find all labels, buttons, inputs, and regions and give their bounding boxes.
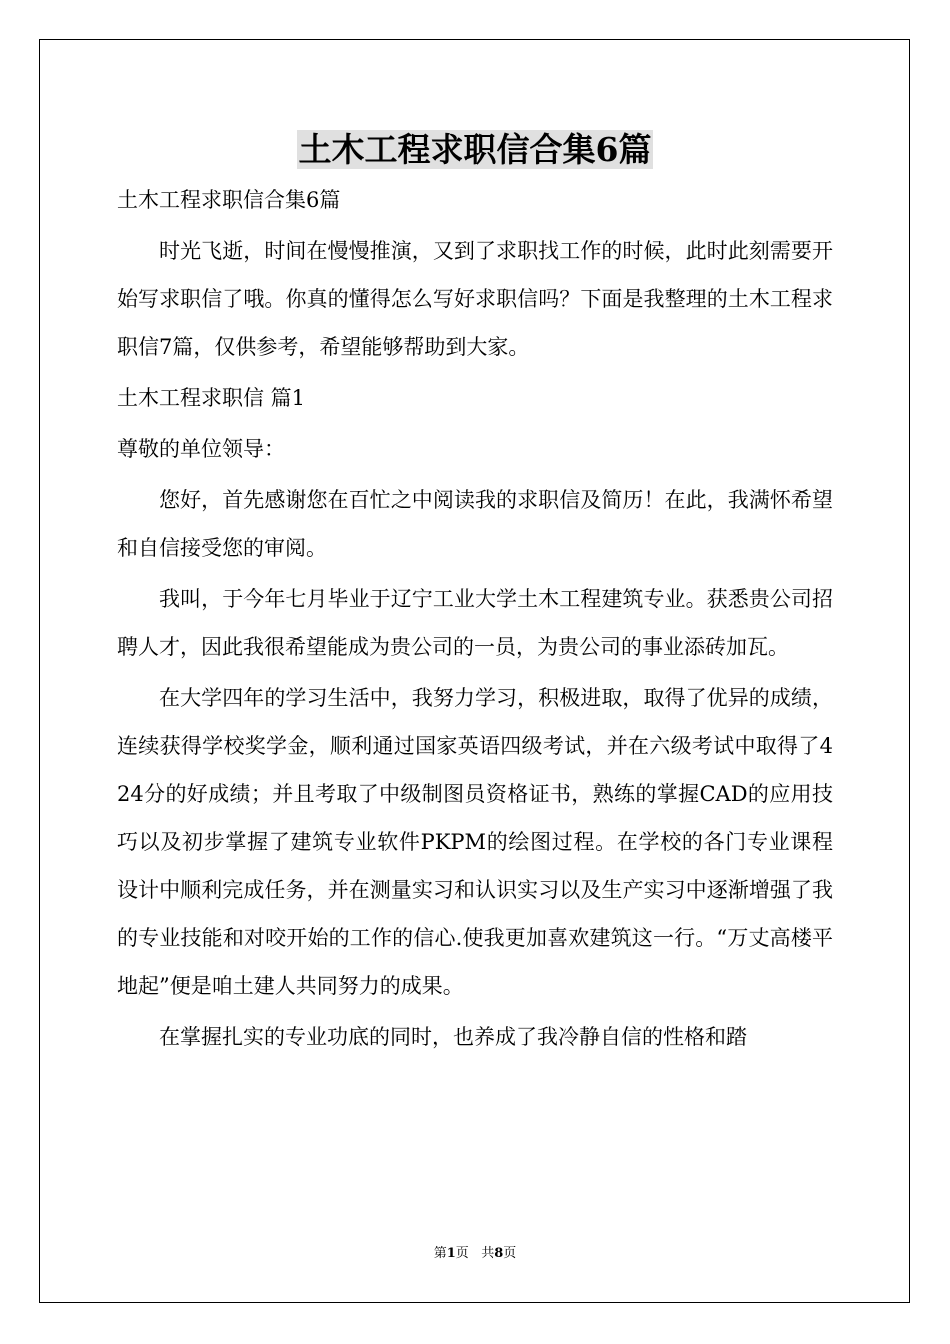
paragraph: 土木工程求职信合集6篇 (117, 188, 341, 212)
paragraph: 您好，首先感谢您在百忙之中阅读我的求职信及简历！在此，我满怀希望和自信接受您的审阅。 (117, 488, 833, 560)
paragraph: 时光飞逝，时间在慢慢推演，又到了求职找工作的时候，此时此刻需要开始写求职信了哦。你真的懂得怎么写好求职信吗？下面是我整理的土木工程求职信7篇，仅供参考，希望能够帮助到大家。 (117, 239, 833, 359)
paragraph: 我叫，于今年七月毕业于辽宁工业大学土木工程建筑专业。获悉贵公司招聘人才，因此我很希望能成为贵公司的一员，为贵公司的事业添砖加瓦。 (117, 587, 833, 659)
total-prefix: 共 (481, 1246, 495, 1261)
document-title (117, 128, 833, 172)
page-unit: 页 (455, 1246, 469, 1261)
document-body (117, 176, 833, 1064)
section-heading: 土木工程求职信 篇1 (117, 386, 306, 410)
page-current: 1 (446, 1246, 456, 1261)
paragraph: 在大学四年的学习生活中，我努力学习，积极进取，取得了优异的成绩，连续获得学校奖学金，顺利通过国家英语四级考试，并在六级考试中取得了424分的好成绩；并且考取了中级制图员资格证书，熟练的掌握CAD的应用技巧以及初步掌握了建筑专业软件PKPM的绘图过程。在学校的各门专业课程设计中顺利完成任务，并在测量实习和认识实习以及生产实习中逐渐增强了我的专业技能和对咬开始的工作的信心.使我更加喜欢建筑这一行。“万丈高楼平地起”便是咱土建人共同努力的成果。 (117, 686, 833, 998)
total-unit: 页 (503, 1246, 517, 1261)
salutation: 尊敬的单位领导： (117, 437, 285, 461)
page-total: 8 (494, 1246, 504, 1261)
page-prefix: 第 (433, 1246, 447, 1261)
page-footer (0, 1244, 950, 1264)
document-title-text: 土木工程求职信合集6篇 (298, 130, 652, 169)
paragraph: 在掌握扎实的专业功底的同时，也养成了我冷静自信的性格和踏 (159, 1025, 747, 1049)
